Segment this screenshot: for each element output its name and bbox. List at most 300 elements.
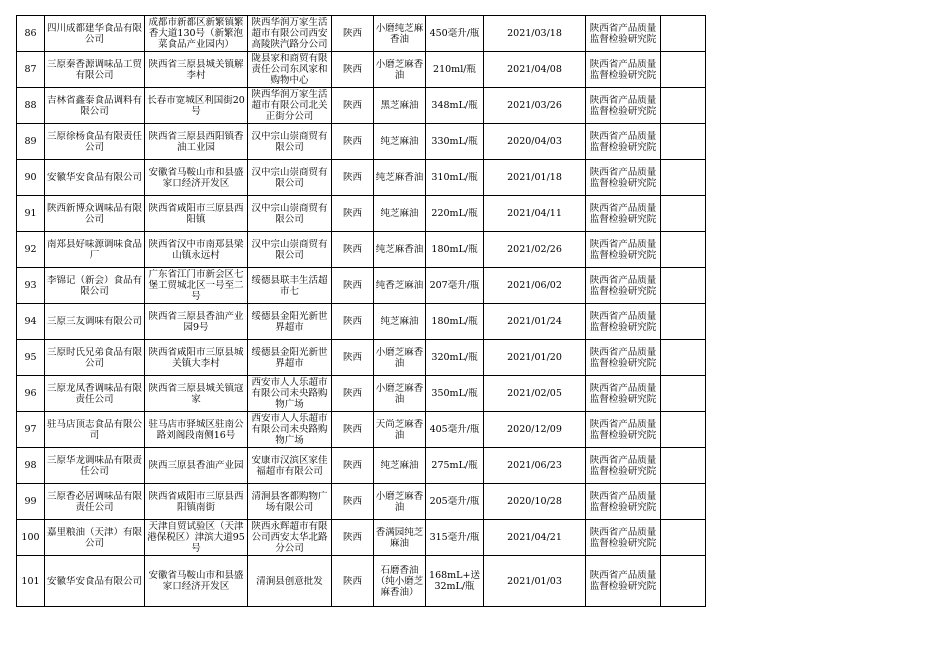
production-date: 2021/04/21	[507, 532, 562, 543]
production-date: 2021/04/08	[507, 64, 562, 75]
row-number-cell	[17, 556, 45, 607]
producer-address-cell	[145, 376, 248, 412]
producer-address: 陕西省三原县香油产业园9号	[148, 310, 244, 333]
production-date: 2020/10/28	[507, 496, 562, 507]
producer-name-cell	[45, 268, 145, 304]
specification-cell	[426, 196, 484, 232]
table-row	[17, 304, 706, 340]
specification-cell	[426, 412, 484, 448]
remark-cell	[661, 88, 706, 124]
testing-agency: 陕西省产品质量监督检验研究院	[589, 166, 657, 189]
province-cell	[332, 88, 374, 124]
producer-address: 安徽省马鞍山市和县盛家口经济开发区	[148, 570, 244, 592]
testing-agency: 陕西省产品质量监督检验研究院	[589, 202, 657, 225]
producer-name: 三原龙凤香调味品有限责任公司	[46, 382, 142, 405]
row-number: 88	[24, 100, 37, 111]
producer-name: 三原香必居调味品有限责任公司	[46, 490, 142, 513]
row-number: 87	[24, 64, 37, 75]
province-cell	[332, 556, 374, 607]
testing-agency: 陕西省产品质量监督检验研究院	[589, 490, 657, 513]
producer-name: 吉林省鑫泰食品调料有限公司	[46, 94, 142, 117]
seller-name-cell	[248, 448, 332, 484]
row-number: 101	[21, 575, 40, 587]
producer-address: 陕西三原县香油产业园	[148, 460, 244, 471]
product-name: 纯芝麻香油	[375, 172, 424, 183]
production-date: 2021/06/02	[507, 280, 562, 291]
producer-name-cell	[45, 160, 145, 196]
row-number: 93	[24, 280, 37, 291]
seller-name: 绥德县联丰生活超市七	[251, 274, 328, 297]
product-name-cell	[374, 16, 426, 52]
production-date-cell	[484, 160, 586, 196]
producer-address-cell	[145, 160, 248, 196]
seller-name: 汉中宗山崇商贸有限公司	[251, 130, 328, 153]
row-number-cell	[17, 160, 45, 196]
production-date: 2021/01/18	[507, 172, 562, 183]
province: 陕西	[342, 208, 362, 219]
production-date-cell	[484, 412, 586, 448]
producer-address-cell	[145, 52, 248, 88]
remark-cell	[661, 412, 706, 448]
seller-name-cell	[248, 196, 332, 232]
product-name: 黑芝麻油	[380, 100, 419, 111]
production-date: 2021/02/05	[507, 388, 562, 399]
product-name-cell	[374, 340, 426, 376]
remark-cell	[661, 232, 706, 268]
specification-cell	[426, 88, 484, 124]
producer-name-cell	[45, 340, 145, 376]
seller-name-cell	[248, 412, 332, 448]
producer-address: 广东省江门市新会区七堡工贸城北区一号至二号	[148, 269, 244, 302]
production-date: 2021/03/26	[507, 100, 562, 111]
testing-agency: 陕西省产品质量监督检验研究院	[589, 274, 657, 297]
testing-agency: 陕西省产品质量监督检验研究院	[589, 346, 657, 369]
specification: 180mL/瓶	[431, 244, 478, 255]
sampling-results-table	[16, 15, 706, 607]
remark-cell	[661, 376, 706, 412]
testing-agency-cell	[586, 376, 661, 412]
specification-cell	[426, 448, 484, 484]
product-name: 纯芝麻油	[380, 460, 419, 471]
seller-name-cell	[248, 232, 332, 268]
table-body	[17, 16, 706, 607]
row-number: 100	[21, 532, 40, 543]
province: 陕西	[342, 172, 362, 183]
producer-name-cell	[45, 520, 145, 556]
specification: 350mL/瓶	[431, 388, 478, 399]
seller-name-cell	[248, 376, 332, 412]
producer-name-cell	[45, 88, 145, 124]
producer-name: 安徽华安食品有限公司	[46, 575, 142, 587]
row-number-cell	[17, 304, 45, 340]
producer-name: 陕西新博众调味品有限公司	[46, 202, 142, 225]
testing-agency: 陕西省产品质量监督检验研究院	[589, 310, 657, 333]
specification-cell	[426, 232, 484, 268]
producer-name-cell	[45, 16, 145, 52]
testing-agency-cell	[586, 412, 661, 448]
row-number-cell	[17, 196, 45, 232]
production-date-cell	[484, 304, 586, 340]
seller-name-cell	[248, 52, 332, 88]
table-row	[17, 412, 706, 448]
product-name-cell	[374, 304, 426, 340]
product-name-cell	[374, 124, 426, 160]
specification-cell	[426, 304, 484, 340]
row-number-cell	[17, 268, 45, 304]
product-name-cell	[374, 520, 426, 556]
province-cell	[332, 196, 374, 232]
producer-name-cell	[45, 484, 145, 520]
producer-address: 陕西省咸阳市三原县西阳镇	[148, 202, 244, 225]
seller-name: 汉中宗山崇商贸有限公司	[251, 202, 328, 225]
producer-name: 三原秦香源调味品工贸有限公司	[46, 58, 142, 81]
row-number: 95	[24, 352, 37, 363]
province-cell	[332, 412, 374, 448]
testing-agency: 陕西省产品质量监督检验研究院	[589, 418, 657, 441]
product-name: 天尚芝麻香油	[375, 418, 424, 441]
testing-agency: 陕西省产品质量监督检验研究院	[589, 570, 657, 592]
testing-agency-cell	[586, 448, 661, 484]
product-name-cell	[374, 412, 426, 448]
table-row	[17, 340, 706, 376]
seller-name-cell	[248, 556, 332, 607]
row-number: 94	[24, 316, 37, 327]
producer-name-cell	[45, 52, 145, 88]
production-date: 2021/03/18	[507, 28, 562, 39]
province-cell	[332, 304, 374, 340]
product-name-cell	[374, 448, 426, 484]
producer-address-cell	[145, 412, 248, 448]
table-row	[17, 448, 706, 484]
testing-agency-cell	[586, 88, 661, 124]
seller-name-cell	[248, 484, 332, 520]
row-number-cell	[17, 16, 45, 52]
producer-address-cell	[145, 448, 248, 484]
producer-name-cell	[45, 556, 145, 607]
province-cell	[332, 124, 374, 160]
table-row	[17, 232, 706, 268]
seller-name-cell	[248, 268, 332, 304]
producer-address: 陕西省咸阳市三原县城关镇大李村	[148, 346, 244, 369]
specification-cell	[426, 520, 484, 556]
producer-address-cell	[145, 340, 248, 376]
row-number-cell	[17, 448, 45, 484]
province: 陕西	[342, 496, 362, 507]
product-name-cell	[374, 232, 426, 268]
producer-address-cell	[145, 88, 248, 124]
production-date-cell	[484, 232, 586, 268]
production-date-cell	[484, 16, 586, 52]
production-date: 2021/04/11	[507, 208, 562, 219]
province: 陕西	[342, 460, 362, 471]
row-number: 96	[24, 388, 37, 399]
row-number: 91	[24, 208, 37, 219]
producer-name-cell	[45, 412, 145, 448]
production-date: 2021/01/24	[507, 316, 562, 327]
table-row	[17, 196, 706, 232]
production-date: 2021/06/23	[507, 460, 562, 471]
producer-address: 成都市新都区新繁镇繁香大道130号（新繁泡菜食品产业园内）	[148, 17, 244, 50]
province-cell	[332, 232, 374, 268]
production-date-cell	[484, 268, 586, 304]
testing-agency-cell	[586, 556, 661, 607]
province: 陕西	[342, 136, 362, 147]
testing-agency: 陕西省产品质量监督检验研究院	[589, 238, 657, 261]
province: 陕西	[342, 532, 362, 543]
row-number: 92	[24, 244, 37, 255]
testing-agency-cell	[586, 196, 661, 232]
seller-name: 陕西华润万家生活超市有限公司西安高陵陕汽路分公司	[251, 17, 328, 50]
specification: 320mL/瓶	[431, 352, 478, 363]
specification: 348mL/瓶	[431, 100, 478, 111]
testing-agency: 陕西省产品质量监督检验研究院	[589, 130, 657, 153]
production-date-cell	[484, 88, 586, 124]
product-name: 小磨芝麻香油	[375, 382, 424, 405]
specification-cell	[426, 16, 484, 52]
producer-name: 嘉里粮油（天津）有限公司	[46, 526, 142, 549]
testing-agency: 陕西省产品质量监督检验研究院	[589, 94, 657, 117]
production-date: 2020/04/03	[507, 136, 562, 147]
producer-name: 四川成都建华食品有限公司	[46, 22, 142, 45]
specification: 405毫升/瓶	[429, 424, 480, 435]
seller-name: 清涧县客都购物广场有限公司	[251, 490, 328, 513]
table-row	[17, 376, 706, 412]
row-number-cell	[17, 88, 45, 124]
producer-name-cell	[45, 124, 145, 160]
remark-cell	[661, 484, 706, 520]
seller-name: 清涧县创意批发	[256, 575, 323, 587]
remark-cell	[661, 268, 706, 304]
specification: 220mL/瓶	[431, 208, 478, 219]
remark-cell	[661, 520, 706, 556]
seller-name-cell	[248, 520, 332, 556]
row-number-cell	[17, 340, 45, 376]
testing-agency-cell	[586, 268, 661, 304]
specification-cell	[426, 484, 484, 520]
product-name: 纯芝麻香油	[375, 244, 424, 255]
province: 陕西	[342, 316, 362, 327]
province-cell	[332, 340, 374, 376]
producer-address: 陕西省咸阳市三原县西阳镇南街	[148, 490, 244, 513]
remark-cell	[661, 448, 706, 484]
product-name-cell	[374, 268, 426, 304]
seller-name: 陕西华润万家生活超市有限公司北关正街分公司	[251, 89, 328, 122]
producer-name: 三原时氏兄弟食品有限公司	[46, 346, 142, 369]
seller-name-cell	[248, 88, 332, 124]
specification-cell	[426, 52, 484, 88]
producer-address: 安徽省马鞍山市和县盛家口经济开发区	[148, 166, 244, 189]
remark-cell	[661, 16, 706, 52]
specification: 310mL/瓶	[431, 172, 478, 183]
province-cell	[332, 484, 374, 520]
province-cell	[332, 52, 374, 88]
producer-address: 陕西省三原县城关镇解李村	[148, 58, 244, 81]
province: 陕西	[342, 244, 362, 255]
producer-address: 驻马店市驿城区驻南公路刘阁段南侧16号	[148, 418, 244, 441]
specification-cell	[426, 160, 484, 196]
table-row	[17, 484, 706, 520]
row-number-cell	[17, 376, 45, 412]
testing-agency: 陕西省产品质量监督检验研究院	[589, 58, 657, 81]
specification: 205毫升/瓶	[429, 496, 480, 507]
product-name: 小磨芝麻香油	[375, 346, 424, 369]
production-date: 2021/01/20	[507, 352, 562, 363]
production-date-cell	[484, 52, 586, 88]
province: 陕西	[342, 100, 362, 111]
row-number-cell	[17, 412, 45, 448]
testing-agency-cell	[586, 160, 661, 196]
specification-cell	[426, 268, 484, 304]
testing-agency-cell	[586, 340, 661, 376]
producer-address-cell	[145, 124, 248, 160]
table-row	[17, 124, 706, 160]
table-row	[17, 160, 706, 196]
producer-name: 李锦记（新会）食品有限公司	[46, 274, 142, 297]
seller-name: 绥德县金阳光新世界超市	[251, 346, 328, 369]
producer-name: 南郑县好味源调味食品厂	[46, 238, 142, 261]
producer-address: 陕西省汉中市南郑县梁山镇永远村	[148, 238, 244, 261]
producer-address-cell	[145, 16, 248, 52]
production-date-cell	[484, 340, 586, 376]
producer-name: 驻马店顶志食品有限公司	[46, 418, 142, 441]
product-name: 小磨芝麻香油	[375, 490, 424, 513]
producer-address-cell	[145, 304, 248, 340]
remark-cell	[661, 52, 706, 88]
table-row	[17, 88, 706, 124]
specification: 210ml/瓶	[433, 64, 476, 75]
production-date-cell	[484, 520, 586, 556]
product-name: 纯芝麻油	[380, 208, 419, 219]
product-name-cell	[374, 196, 426, 232]
table-row	[17, 16, 706, 52]
producer-address: 陕西省三原县城关镇寇家	[148, 382, 244, 405]
production-date: 2021/01/03	[507, 575, 562, 587]
table-row	[17, 556, 706, 607]
product-name: 小磨纯芝麻香油	[375, 22, 424, 45]
remark-cell	[661, 196, 706, 232]
testing-agency-cell	[586, 52, 661, 88]
province: 陕西	[342, 575, 362, 587]
seller-name-cell	[248, 160, 332, 196]
seller-name-cell	[248, 340, 332, 376]
production-date: 2020/12/09	[507, 424, 562, 435]
specification-cell	[426, 376, 484, 412]
production-date-cell	[484, 556, 586, 607]
row-number: 90	[24, 172, 37, 183]
remark-cell	[661, 556, 706, 607]
row-number-cell	[17, 484, 45, 520]
product-name: 小磨芝麻香油	[375, 58, 424, 81]
remark-cell	[661, 160, 706, 196]
province: 陕西	[342, 28, 362, 39]
seller-name: 西安市人人乐超市有限公司未央路购物广场	[251, 413, 328, 446]
testing-agency-cell	[586, 124, 661, 160]
producer-name: 安徽华安食品有限公司	[46, 172, 142, 183]
specification: 168mL+送32mL/瓶	[429, 570, 480, 592]
product-name-cell	[374, 160, 426, 196]
specification: 315毫升/瓶	[429, 532, 480, 543]
table-row	[17, 268, 706, 304]
province-cell	[332, 16, 374, 52]
product-name-cell	[374, 52, 426, 88]
remark-cell	[661, 304, 706, 340]
production-date: 2021/02/26	[507, 244, 562, 255]
remark-cell	[661, 124, 706, 160]
production-date-cell	[484, 448, 586, 484]
producer-name: 三原三友调味有限公司	[46, 316, 142, 327]
specification: 330mL/瓶	[431, 136, 478, 147]
province: 陕西	[342, 352, 362, 363]
producer-name-cell	[45, 196, 145, 232]
producer-address-cell	[145, 196, 248, 232]
specification-cell	[426, 124, 484, 160]
row-number: 98	[24, 460, 37, 471]
row-number: 97	[24, 424, 37, 435]
seller-name: 西安市人人乐超市有限公司未央路购物广场	[251, 377, 328, 410]
remark-cell	[661, 340, 706, 376]
producer-address: 长春市宽城区利国街20号	[147, 94, 245, 117]
province: 陕西	[342, 388, 362, 399]
production-date-cell	[484, 196, 586, 232]
producer-name-cell	[45, 232, 145, 268]
producer-name-cell	[45, 376, 145, 412]
province-cell	[332, 376, 374, 412]
production-date-cell	[484, 484, 586, 520]
product-name: 纯芝麻油	[380, 316, 419, 327]
row-number: 86	[24, 28, 37, 39]
province-cell	[332, 520, 374, 556]
producer-address-cell	[145, 484, 248, 520]
province: 陕西	[342, 64, 362, 75]
producer-address-cell	[145, 268, 248, 304]
seller-name: 陇县家和商贸有限责任公司东风家和购物中心	[251, 53, 328, 86]
seller-name: 安康市汉滨区家佳福超市有限公司	[251, 454, 328, 477]
province: 陕西	[342, 424, 362, 435]
seller-name: 陕西永辉超市有限公司西安太华北路分公司	[251, 521, 328, 554]
producer-name: 三原华龙调味品有限责任公司	[46, 454, 142, 477]
province: 陕西	[342, 280, 362, 291]
product-name-cell	[374, 556, 426, 607]
seller-name: 绥德县金阳光新世界超市	[251, 310, 328, 333]
production-date-cell	[484, 376, 586, 412]
seller-name: 汉中宗山崇商贸有限公司	[251, 238, 328, 261]
specification: 450毫升/瓶	[429, 28, 480, 39]
testing-agency-cell	[586, 232, 661, 268]
production-date-cell	[484, 124, 586, 160]
testing-agency: 陕西省产品质量监督检验研究院	[589, 526, 657, 549]
testing-agency: 陕西省产品质量监督检验研究院	[589, 22, 657, 45]
specification-cell	[426, 340, 484, 376]
producer-address-cell	[145, 556, 248, 607]
seller-name-cell	[248, 304, 332, 340]
specification-cell	[426, 556, 484, 607]
seller-name-cell	[248, 124, 332, 160]
producer-address: 陕西省三原县西阳镇香油工业园	[148, 130, 244, 153]
product-name: 香满园纯芝麻油	[375, 526, 424, 549]
product-name-cell	[374, 484, 426, 520]
producer-name-cell	[45, 304, 145, 340]
product-name: 纯芝麻油	[380, 136, 419, 147]
specification: 180mL/瓶	[431, 316, 478, 327]
product-name-cell	[374, 376, 426, 412]
producer-name-cell	[45, 448, 145, 484]
product-name-cell	[374, 88, 426, 124]
specification: 275mL/瓶	[431, 460, 478, 471]
seller-name-cell	[248, 16, 332, 52]
specification: 207毫升/瓶	[429, 280, 480, 291]
testing-agency-cell	[586, 16, 661, 52]
province-cell	[332, 160, 374, 196]
